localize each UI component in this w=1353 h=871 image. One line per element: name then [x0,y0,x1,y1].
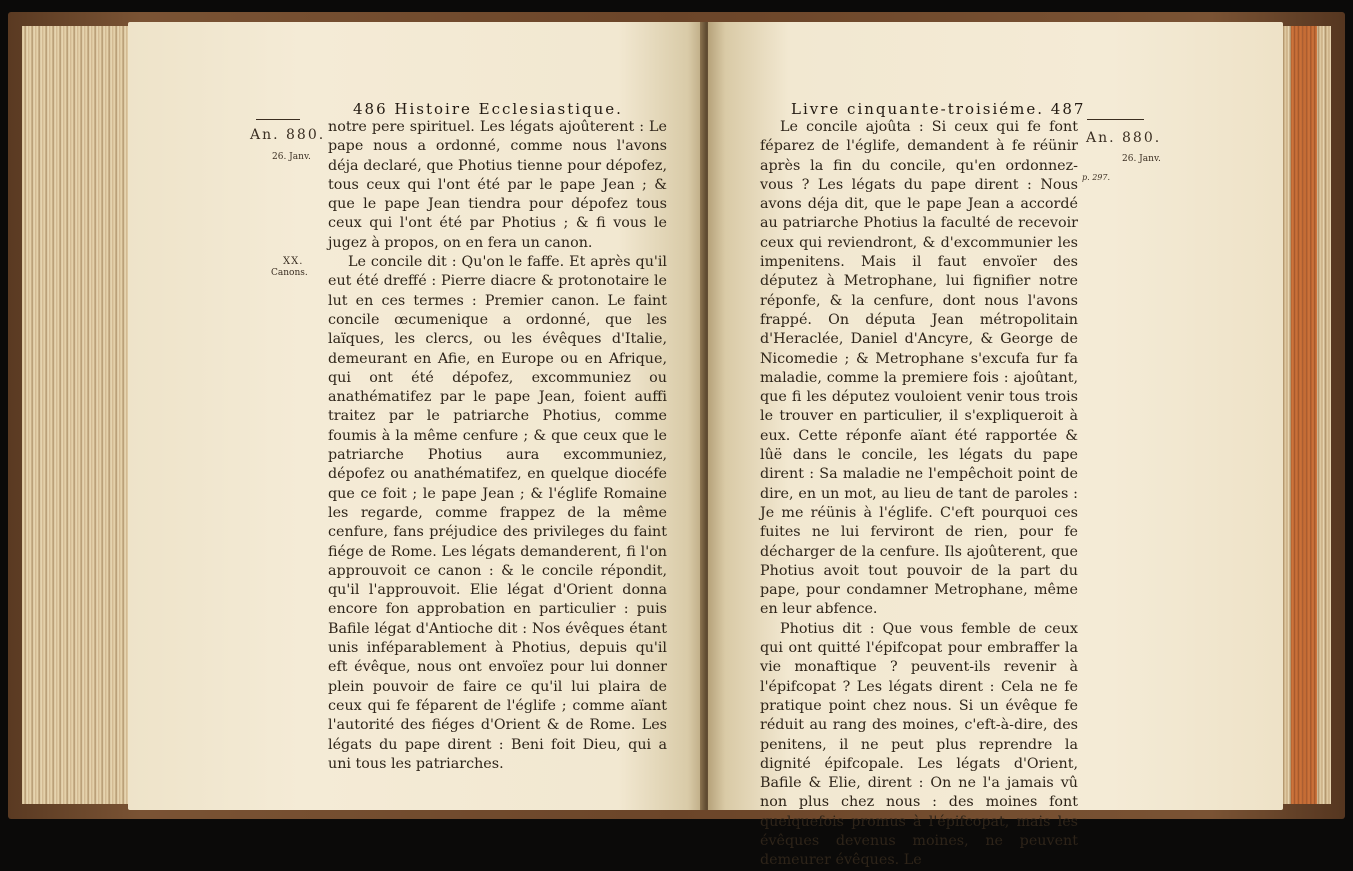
margin-date: 26. Janv. [1122,154,1161,164]
right-running-head: Livre cinquante-troisiéme. 487 [791,100,1086,118]
margin-year: An. 880. [1086,130,1162,146]
right-page [708,22,1283,869]
paragraph: Le concile dit : Qu'on le faffe. Et après qu'il eut été dreffé : Pierre diacre & protonotaire le lut en ces termes : Premier canon. Le faint concile œcumenique a ordonné, que les laïques, les clercs, ou les évêques d'Italie, demeurant en Afie, en Europe ou en Afrique, qui ont été dépofez, excommuniez ou anathématifez par le pape Jean, foient auffi traitez par le patriarche Photius, comme foumis à la même cenfure ; & que ceux que le patriarche Photius aura excommuniez, dépofez ou anathématifez, en quelque diocéfe que ce foit ; le pape Jean ; & l'églife Romaine les regarde, comme frappez de la même cenfure, fans préjudice des privileges du faint fiége de Rome. Les légats demanderent, fi l'on approuvoit ce canon : & le concile répondit, qu'il l'approuvoit. Elie légat d'Orient donna encore fon approbation en particulier : puis Bafile légat d'Antioche dit : Nos évêques étant unis inféparablement à Photius, depuis qu'il eft évêque, nous ont envoïez pour lui donner plein pouvoir de faire ce qu'il lui plaira de ceux qui fe féparent de l'églife ; comme aïant l'autorité des fiéges d'Orient & de Rome. Les légats du pape dirent : Beni foit Dieu, qui a uni tous les patriarches. [328,254,667,772]
paragraph: notre pere spirituel. Les légats ajoûterent : Le pape nous a ordonné, comme nous l'avons déja declaré, que Photius tienne pour dépofez, tous ceux qui l'ont été par le pape Jean ; & que le pape Jean tiendra pour dépofez tous ceux qui l'ont été par Photius ; & fi vous le jugez à propos, on en fera un canon. [328,119,667,251]
paragraph: Le concile ajoûta : Si ceux qui fe font féparez de l'églife, demandent à fe réünir après la fin du concile, qu'en ordonnez-vous ? Les légats du pape dirent : Nous avons déja dit, que le pape Jean a accordé au patriarche Photius la faculté de recevoir ceux qui reviendront, & d'excommunier les impenitens. Mais il faut envoïer des députez à Metrophane, lui fignifier notre réponfe, & la cenfure, dont nous l'avons frappé. On députa Jean métropolitain d'Heraclée, Daniel d'Ancyre, & George de Nicomedie ; & Metrophane s'excufa fur fa maladie, comme la premiere fois : ajoûtant, que fi les députez vouloient venir tous trois le trouver en particulier, il s'expliqueroit à eux. Cette réponfe aïant été rapportée & lûë dans le concile, les légats du pape dirent : Sa maladie ne l'empêchoit point de dire, en un mot, au lieu de tant de paroles : Je me réünis à l'églife. C'eft pourquoi ces fuites ne lui ferviront de rien, pour fe décharger de la cenfure. Ils ajoûterent, que Photius avoit tout pouvoir de la part du pape, pour condamner Metrophane, même en leur abfence. [760,119,1078,618]
left-page [128,22,705,810]
margin-rule [256,119,300,120]
page-edges-left [22,26,140,804]
page-edges-red [1291,26,1317,804]
margin-year: An. 880. [250,127,326,143]
right-page-text [760,118,1078,871]
margin-rule [1087,119,1144,120]
left-running-head: 486 Histoire Ecclesiastique. [353,100,623,118]
left-page-text [328,118,667,774]
open-book [8,12,1345,869]
margin-section: XX. [283,256,304,267]
paragraph: Photius dit : Que vous femble de ceux qui ont quitté l'épifcopat pour embraffer la vie monaftique ? peuvent-ils revenir à l'épifcopat ? Les légats dirent : Cela ne fe pratique point chez nous. Si un évêque fe réduit au rang des moines, c'eft-à-dire, des penitens, il ne peut plus reprendre la dignité épifcopale. Les légats d'Orient, Bafile & Elie, dirent : On ne l'a jamais vû non plus chez nous : des moines font quelquefois promus à l'épifcopat, mais les évêques devenus moines, ne peuvent demeurer évêques. Le [760,620,1078,869]
margin-section-label: Canons. [271,268,308,278]
margin-date: 26. Janv. [272,152,311,162]
margin-page-ref: p. 297. [1082,173,1111,182]
